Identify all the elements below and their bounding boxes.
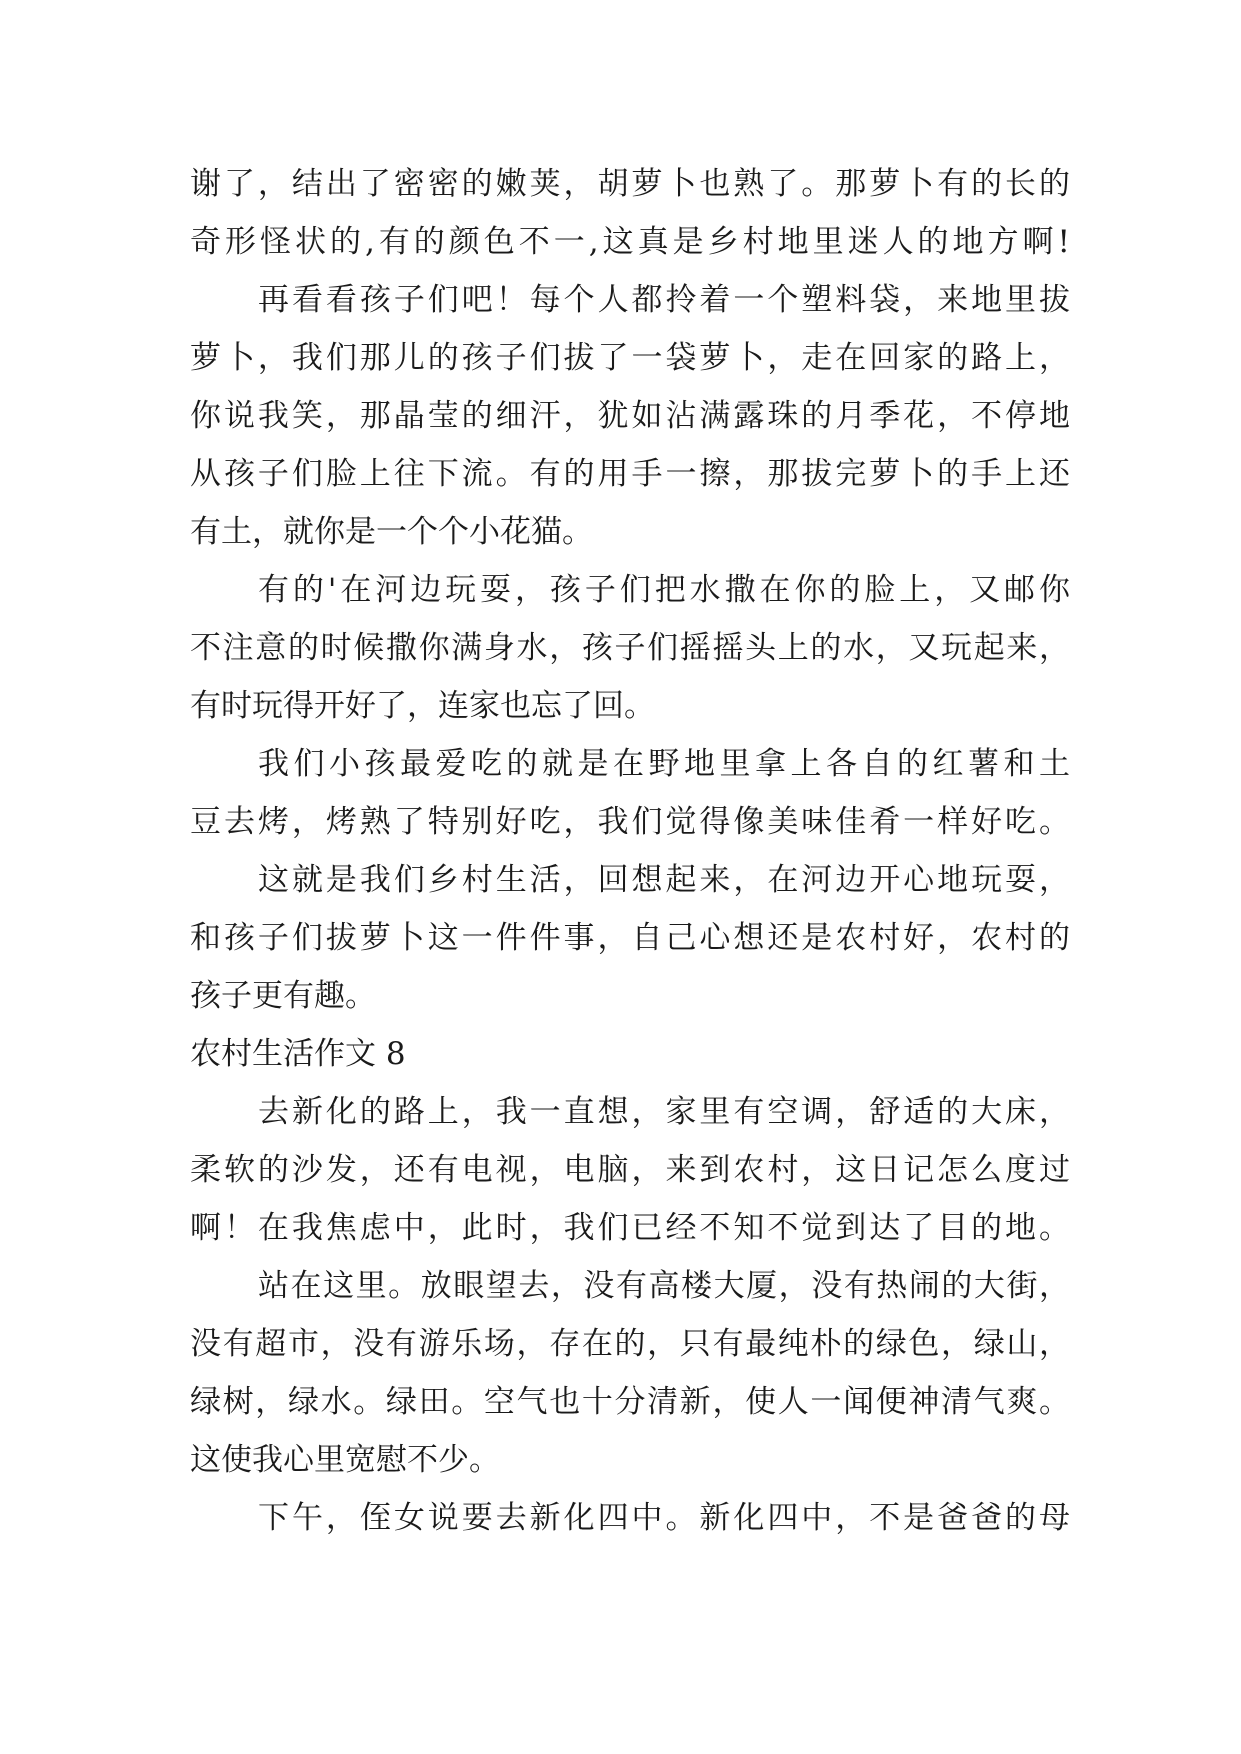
paragraph-last-line: 有土，就你是一个个小花猫。 — [190, 514, 593, 550]
text-line: 和孩子们拔萝卜这一件件事，自己心想还是农村好，农村的 — [190, 920, 1070, 956]
text-line: 柔软的沙发，还有电视，电脑，来到农村，这日记怎么度过 — [190, 1152, 1070, 1188]
paragraph-last-line: 这使我心里宽慰不少。 — [190, 1442, 500, 1478]
paragraph-first-line: 有的'在河边玩耍，孩子们把水撒在你的脸上，又邮你 — [258, 572, 1070, 608]
paragraph-last-line: 孩子更有趣。 — [190, 978, 376, 1014]
text-line: 没有超市，没有游乐场，存在的，只有最纯朴的绿色，绿山， — [190, 1326, 1070, 1362]
paragraph-last-line: 有时玩得开好了，连家也忘了回。 — [190, 688, 655, 724]
paragraph-first-line: 站在这里。放眼望去，没有高楼大厦，没有热闹的大街， — [258, 1268, 1070, 1304]
paragraph-first-line: 去新化的路上，我一直想，家里有空调，舒适的大床， — [258, 1094, 1070, 1130]
paragraph-first-line: 我们小孩最爱吃的就是在野地里拿上各自的红薯和土 — [258, 746, 1070, 782]
text-line: 从孩子们脸上往下流。有的用手一擦，那拔完萝卜的手上还 — [190, 456, 1070, 492]
text-line: 谢了，结出了密密的嫩荚，胡萝卜也熟了。那萝卜有的长的 — [190, 166, 1070, 202]
text-line: 不注意的时候撒你满身水，孩子们摇摇头上的水，又玩起来， — [190, 630, 1070, 666]
section-heading: 农村生活作文 8 — [190, 1036, 406, 1072]
text-line: 绿树，绿水。绿田。空气也十分清新，使人一闻便神清气爽。 — [190, 1384, 1070, 1420]
paragraph-first-line: 再看看孩子们吧！每个人都拎着一个塑料袋，来地里拔 — [258, 282, 1070, 318]
text-line: 萝卜，我们那儿的孩子们拔了一袋萝卜，走在回家的路上， — [190, 340, 1070, 376]
paragraph-first-line: 下午，侄女说要去新化四中。新化四中，不是爸爸的母 — [258, 1500, 1070, 1536]
text-line: 奇形怪状的,有的颜色不一,这真是乡村地里迷人的地方啊! — [190, 224, 1070, 260]
paragraph-first-line: 这就是我们乡村生活，回想起来，在河边开心地玩耍， — [258, 862, 1070, 898]
text-line: 豆去烤，烤熟了特别好吃，我们觉得像美味佳肴一样好吃。 — [190, 804, 1070, 840]
text-line: 你说我笑，那晶莹的细汗，犹如沾满露珠的月季花，不停地 — [190, 398, 1070, 434]
document-body — [190, 155, 1070, 1547]
text-line: 啊！在我焦虑中，此时，我们已经不知不觉到达了目的地。 — [190, 1210, 1070, 1246]
